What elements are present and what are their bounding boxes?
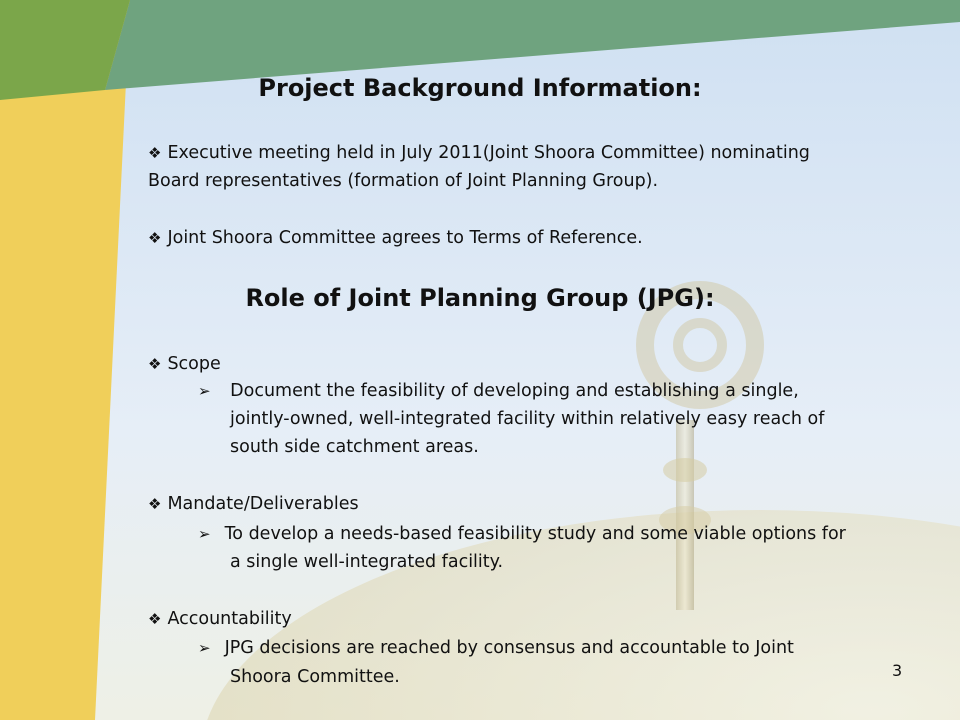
sub-list-item-continuation: Shoora Committee. (230, 667, 400, 687)
sub-list-item: ➢ JPG decisions are reached by consensus and accountable to Joint (198, 634, 794, 662)
sub-list-item-continuation: south side catchment areas. (230, 437, 479, 457)
diamond-bullet-icon: ❖ (148, 355, 162, 373)
diamond-bullet-icon: ❖ (148, 610, 162, 628)
section-label-mandate: ❖ Mandate/Deliverables (148, 490, 359, 518)
arrow-bullet-icon: ➢ (198, 382, 211, 400)
sub-list-item: ➢ Document the feasibility of developing and establishing a single, (198, 377, 799, 405)
section-label-accountability: ❖ Accountability (148, 605, 292, 633)
section-label-scope: ❖ Scope (148, 350, 221, 378)
sub-list-item-continuation: a single well-integrated facility. (230, 552, 504, 572)
diamond-bullet-icon: ❖ (148, 229, 162, 247)
diamond-bullet-icon: ❖ (148, 144, 162, 162)
list-item-continuation: Board representatives (formation of Joint Planning Group). (148, 171, 659, 191)
diamond-bullet-icon: ❖ (148, 495, 162, 513)
page-number: 3 (892, 661, 903, 680)
sub-list-item-continuation: jointly-owned, well-integrated facility within relatively easy reach of (230, 409, 825, 429)
page-title: Project Background Information: (258, 74, 702, 102)
arrow-bullet-icon: ➢ (198, 525, 211, 543)
list-item: ❖ Joint Shoora Committee agrees to Terms of Reference. (148, 224, 643, 252)
list-item: ❖ Executive meeting held in July 2011(Joint Shoora Committee) nominating (148, 139, 810, 167)
section-title: Role of Joint Planning Group (JPG): (245, 284, 715, 312)
arrow-bullet-icon: ➢ (198, 639, 211, 657)
sub-list-item: ➢ To develop a needs-based feasibility study and some viable options for (198, 520, 846, 548)
